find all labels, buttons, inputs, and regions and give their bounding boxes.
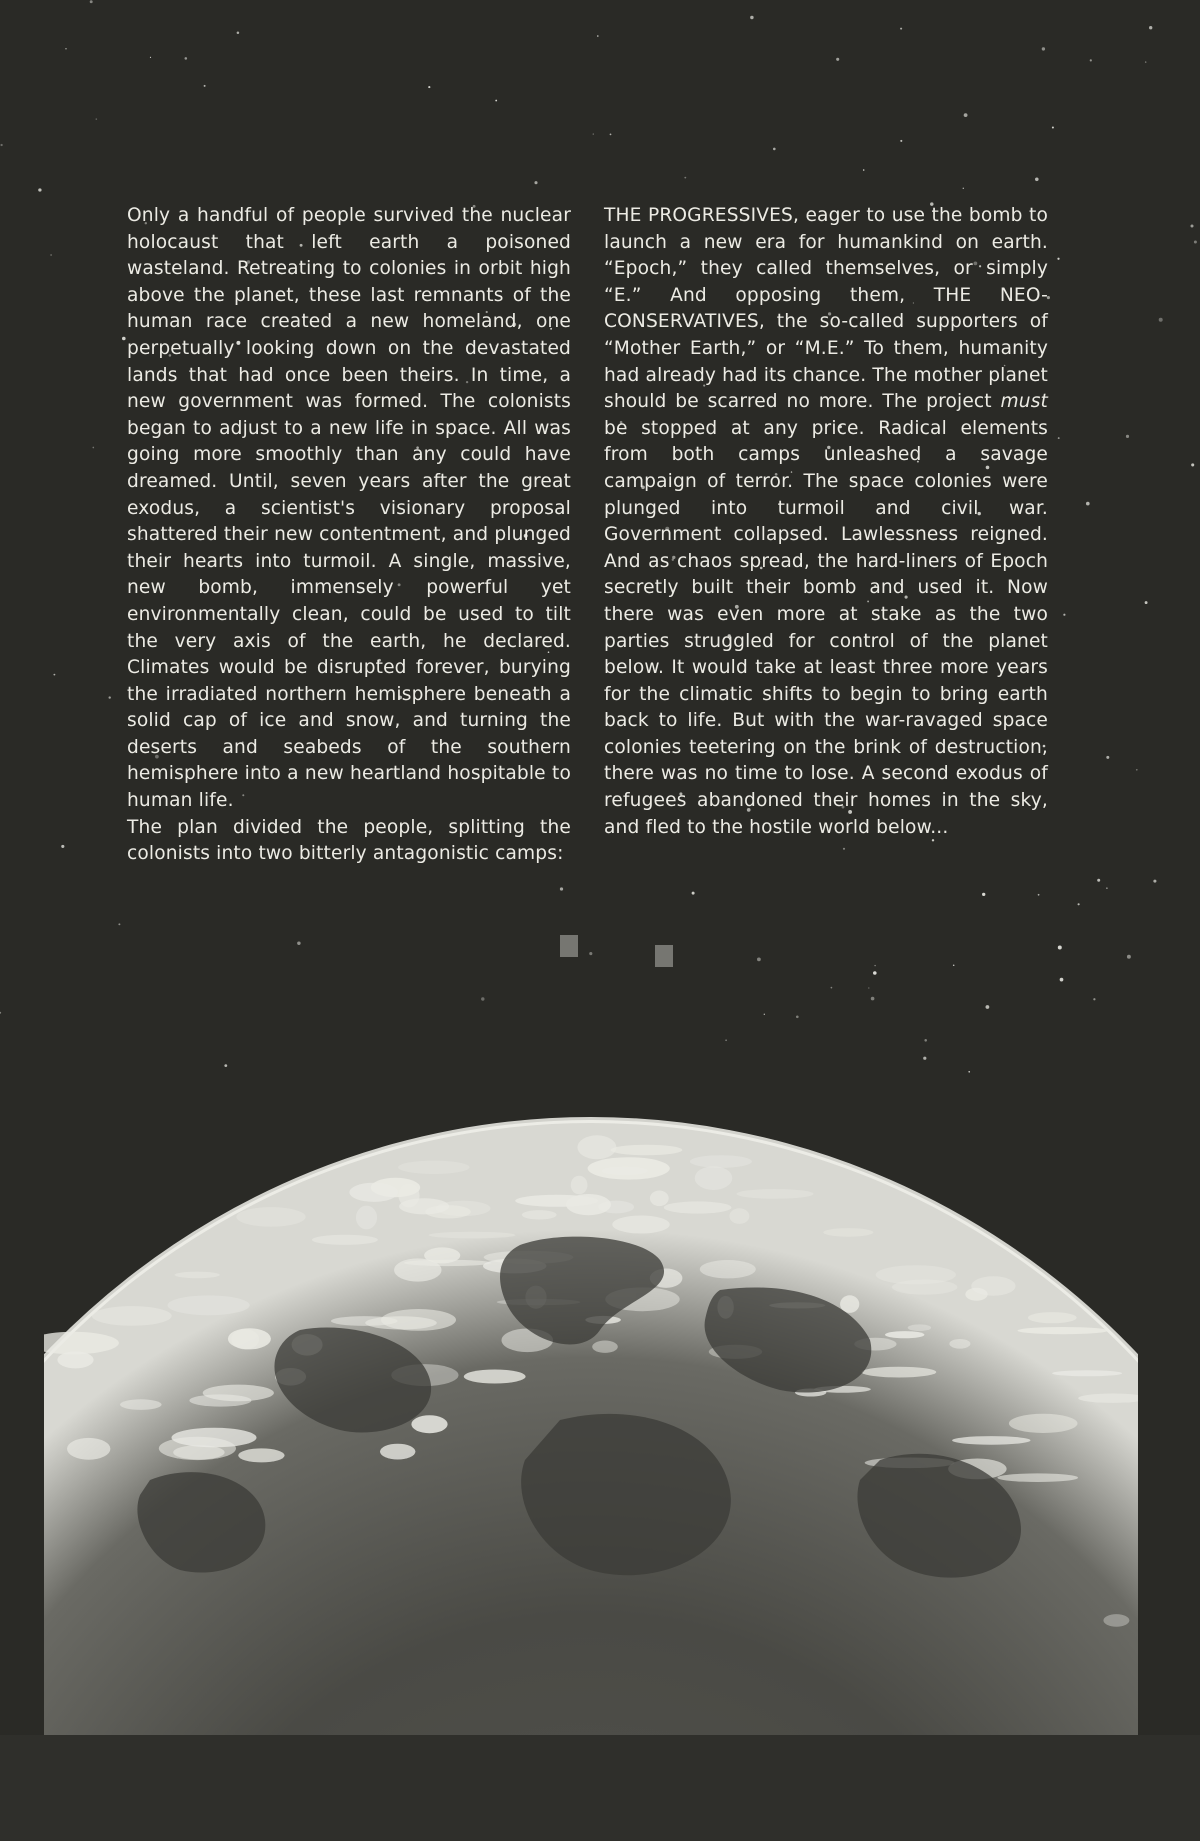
cloud-shape xyxy=(577,1135,616,1159)
cloud-shape xyxy=(380,1444,415,1460)
cloud-shape xyxy=(952,1436,1030,1445)
cloud-shape xyxy=(949,1339,970,1349)
cloud-shape xyxy=(611,1145,683,1156)
cloud-shape xyxy=(892,1280,957,1295)
right-emphasis-word: must xyxy=(1000,391,1048,413)
cloud-shape xyxy=(228,1328,271,1349)
cloud-shape xyxy=(27,1332,119,1354)
cloud-shape xyxy=(464,1370,526,1384)
cloud-shape xyxy=(695,1166,733,1190)
cloud-shape xyxy=(1103,1614,1129,1627)
cloud-shape xyxy=(411,1415,447,1433)
cloud-shape xyxy=(612,1216,669,1234)
right-paragraph xyxy=(604,203,1048,841)
cloud-shape xyxy=(664,1201,732,1213)
cloud-shape xyxy=(424,1247,460,1263)
cloud-shape xyxy=(429,1232,516,1239)
cloud-shape xyxy=(92,1306,172,1326)
cloud-shape xyxy=(1028,1312,1077,1323)
cloud-shape xyxy=(690,1155,752,1168)
cloud-shape xyxy=(571,1176,588,1195)
cloud-shape xyxy=(965,1288,987,1301)
cloud-shape xyxy=(356,1206,377,1230)
cloud-shape xyxy=(737,1189,814,1199)
cloud-shape xyxy=(588,1157,670,1179)
cloud-shape xyxy=(840,1295,859,1313)
cloud-shape xyxy=(67,1438,110,1460)
cloud-shape xyxy=(515,1195,598,1207)
cloud-shape xyxy=(57,1351,93,1368)
cloud-shape xyxy=(700,1260,756,1278)
cloud-shape xyxy=(729,1208,749,1224)
right-text-column xyxy=(604,203,1048,841)
cloud-shape xyxy=(238,1448,284,1462)
cloud-shape xyxy=(862,1367,937,1378)
cloud-shape xyxy=(592,1341,618,1353)
cloud-shape xyxy=(120,1399,162,1410)
cloud-shape xyxy=(823,1228,873,1237)
cloud-shape xyxy=(1009,1414,1078,1433)
cloud-shape xyxy=(365,1316,437,1329)
cloud-shape xyxy=(522,1210,557,1219)
right-text-before-emphasis: THE PROGRESSIVES, eager to use the bomb to launch a new era for humankind on earth. “Epoch,” they called themselves, or simply “E.” And opposing them, THE NEO-CONSERVATIVES, the so-called supporters of “Mother Earth,” or “M.E.” To them, humanity had already had its chance. The mother planet should be scarred no more. The project xyxy=(604,205,1048,413)
cloud-shape xyxy=(168,1295,250,1315)
cloud-shape xyxy=(371,1178,420,1198)
right-text-after-emphasis: be stopped at any price. Radical elements from both camps unleashed a savage campaign of terror. The space colonies were plunged into turmoil and civil war. Government collapsed. Lawlessness reigned. And as chaos spread, the hard-liners of Epoch secretly built their bomb and used it. Now there was even more at stake as the two parties struggled for control of the planet below. It would take at least three more years for the climatic shifts to begin to bring earth back to life. But with the war-ravaged space colonies teetering on the brink of destruction, there was no time to lose. A second exodus of refugees abandoned their homes in the sky, and fled to the hostile world below... xyxy=(604,417,1048,838)
cloud-shape xyxy=(189,1394,251,1406)
cloud-shape xyxy=(908,1324,931,1331)
cloud-shape xyxy=(1052,1370,1122,1376)
cloud-shape xyxy=(312,1235,378,1245)
cloud-shape xyxy=(650,1191,669,1207)
cloud-shape xyxy=(172,1428,257,1448)
left-text-column xyxy=(127,203,571,868)
cloud-shape xyxy=(997,1473,1078,1482)
cloud-shape xyxy=(1078,1394,1147,1403)
cloud-shape xyxy=(175,1272,220,1279)
earth-edge-highlight xyxy=(44,1100,1138,1106)
cloud-shape xyxy=(425,1205,471,1218)
bottom-band xyxy=(0,1735,1200,1841)
left-paragraph-1: Only a handful of people survived the nuclear holocaust that left earth a poisoned wasteland. Retreating to colonies in orbit high above the planet, these last remnants of the human race created a new homeland, one perpetually looking down on the devastated lands that had once been theirs. In time, a new government was formed. The colonists began to adjust to a new life in space. All was going more smoothly than any could have dreamed. Until, seven years after the great exodus, a scientist's visionary proposal shattered their new contentment, and plunged their hearts into turmoil. A single, massive, new bomb, immensely powerful yet environmentally clean, could be used to tilt the very axis of the earth, he declared. Climates would be disrupted forever, burying the irradiated northern hemisphere beneath a solid cap of ice and snow, and turning the deserts and seabeds of the southern hemisphere into a new heartland hospitable to human life. xyxy=(127,205,571,812)
left-paragraph-2: The plan divided the people, splitting the colonists into two bitterly antagonistic camps: xyxy=(127,816,571,865)
cloud-shape xyxy=(236,1207,305,1227)
cloud-shape xyxy=(885,1331,924,1338)
cloud-shape xyxy=(398,1161,469,1174)
cloud-shape xyxy=(1017,1327,1107,1334)
